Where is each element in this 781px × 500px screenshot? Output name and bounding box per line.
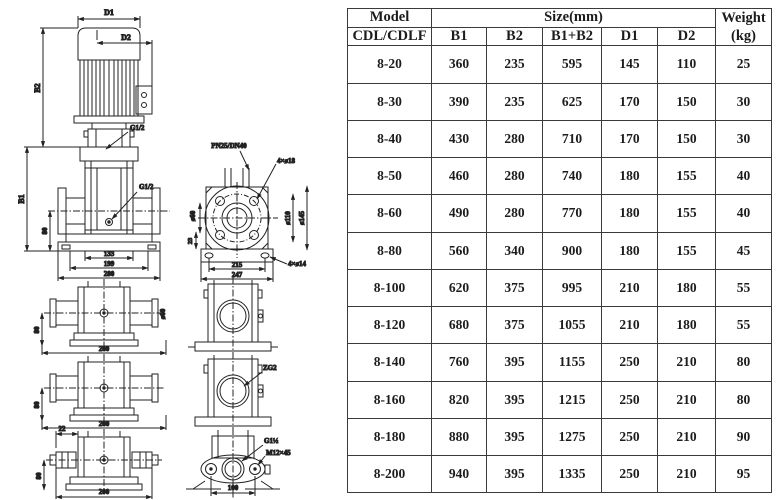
dimension-cell: 95: [716, 456, 772, 493]
table-row: [348, 307, 772, 344]
dimension-cell: 55: [716, 307, 772, 344]
header-size: Size(mm): [432, 9, 716, 28]
dim-80: 80: [41, 227, 49, 235]
dimension-cell: 820: [432, 381, 487, 418]
dimension-cell: 395: [487, 381, 543, 418]
dimension-cell: 210: [658, 456, 716, 493]
dimension-cell: 180: [658, 307, 716, 344]
dim-d1: D1: [104, 8, 114, 17]
dimension-cell: 210: [658, 344, 716, 381]
flange-rating-label: PN25/DN40: [211, 142, 247, 150]
dimension-cell: 110: [658, 46, 716, 83]
dimension-cell: 210: [602, 307, 658, 344]
dimension-cell: 155: [658, 158, 716, 195]
dimension-cell: 880: [432, 418, 487, 455]
model-cell: 8-140: [348, 344, 432, 381]
dimension-cell: 30: [716, 120, 772, 157]
dim-247: 247: [231, 271, 243, 279]
pump-technical-drawing: [0, 0, 345, 500]
dimension-cell: 180: [602, 195, 658, 232]
base-view-flanged: [33, 279, 167, 355]
dimension-table-wrap: [347, 8, 771, 492]
model-cell: 8-160: [348, 381, 432, 418]
dimension-cell: 760: [432, 344, 487, 381]
dim-b2: B2: [33, 83, 42, 93]
dimension-cell: 235: [487, 46, 543, 83]
dimension-cell: 180: [602, 158, 658, 195]
dimension-cell: 395: [487, 418, 543, 455]
dimension-cell: 155: [658, 232, 716, 269]
table-row: [348, 232, 772, 269]
table-row: [348, 158, 772, 195]
table-row: [348, 381, 772, 418]
dimension-cell: 770: [543, 195, 602, 232]
dim-100-f: 100: [227, 484, 239, 492]
header-weight-line2: (kg): [731, 28, 756, 45]
table-row: [348, 344, 772, 381]
dimension-cell: 1155: [543, 344, 602, 381]
dimension-cell: 900: [543, 232, 602, 269]
dim-b1: B1: [17, 194, 26, 204]
model-cell: 8-200: [348, 456, 432, 493]
dimension-cell: 250: [602, 456, 658, 493]
dimension-cell: 710: [543, 120, 602, 157]
dimension-cell: 55: [716, 269, 772, 306]
header-model-series: CDL/CDLF: [348, 27, 432, 46]
dim-260-b: 260: [98, 420, 110, 428]
dimension-cell: 90: [716, 418, 772, 455]
dimension-cell: 40: [716, 195, 772, 232]
dim-80-a: 80: [33, 326, 41, 334]
table-row: [348, 418, 772, 455]
port-g1half-label: G1½: [264, 437, 279, 445]
dimension-cell: 1275: [543, 418, 602, 455]
header-model: Model: [348, 9, 432, 28]
dim-22-c: 22: [58, 425, 66, 433]
dimension-cell: 80: [716, 381, 772, 418]
model-cell: 8-100: [348, 269, 432, 306]
dimension-cell: 210: [658, 418, 716, 455]
header-col-b1b2: B1+B2: [543, 27, 602, 46]
header-col-d2: D2: [658, 27, 716, 46]
dimension-cell: 170: [602, 83, 658, 120]
dimension-cell: 235: [487, 83, 543, 120]
table-row: [348, 120, 772, 157]
dimension-cell: 940: [432, 456, 487, 493]
dim-d60: ø60: [189, 210, 197, 222]
dimension-cell: 30: [716, 83, 772, 120]
bolt-m12-label: M12×45: [266, 449, 291, 457]
dim-d110: ø110: [284, 211, 292, 225]
dimension-cell: 250: [602, 381, 658, 418]
dimension-cell: 250: [602, 344, 658, 381]
port-g12-top: G1/2: [130, 124, 145, 132]
dimension-cell: 490: [432, 195, 487, 232]
header-row-2: [348, 27, 772, 46]
dimension-cell: 145: [602, 46, 658, 83]
dim-200-c: 200: [98, 488, 110, 496]
dimension-cell: 460: [432, 158, 487, 195]
dimension-cell: 390: [432, 83, 487, 120]
dimension-cell: 45: [716, 232, 772, 269]
dim-d145: ø145: [298, 211, 306, 225]
header-weight-line1: Weight: [721, 10, 766, 26]
table-row: [348, 195, 772, 232]
dimension-cell: 375: [487, 307, 543, 344]
dimension-cell: 170: [602, 120, 658, 157]
dim-280: 280: [103, 270, 115, 278]
dimension-cell: 280: [487, 195, 543, 232]
header-row-1: [348, 9, 772, 28]
dim-80-b: 80: [33, 401, 41, 409]
base-holes-label: 4×ø14: [288, 260, 306, 268]
dimension-cell: 155: [658, 195, 716, 232]
model-cell: 8-40: [348, 120, 432, 157]
table-row: [348, 83, 772, 120]
dimension-cell: 180: [602, 232, 658, 269]
header-col-b1: B1: [432, 27, 487, 46]
dimension-cell: 360: [432, 46, 487, 83]
dimension-cell: 395: [487, 344, 543, 381]
dimension-cell: 625: [543, 83, 602, 120]
dim-d60-a: ø60: [159, 308, 167, 320]
side-view-zg2: [195, 352, 277, 431]
base-view-flanged-2: [33, 354, 166, 430]
model-cell: 8-50: [348, 158, 432, 195]
dimension-cell: 150: [658, 120, 716, 157]
header-col-d1: D1: [602, 27, 658, 46]
dimension-cell: 25: [716, 46, 772, 83]
flange-bolt-holes-label: 4×ø18: [277, 157, 295, 165]
port-g12-mid: G1/2: [139, 183, 154, 191]
dimension-cell: 340: [487, 232, 543, 269]
table-row: [348, 456, 772, 493]
dim-80-c: 80: [35, 472, 43, 480]
dimension-cell: 375: [487, 269, 543, 306]
dimension-cell: 395: [487, 456, 543, 493]
dim-23: 23: [187, 237, 194, 245]
dimension-cell: 210: [658, 381, 716, 418]
dimension-cell: 80: [716, 344, 772, 381]
port-zg2-label: ZG2: [263, 364, 277, 372]
dimension-cell: 180: [658, 269, 716, 306]
model-cell: 8-20: [348, 46, 432, 83]
dimension-cell: 740: [543, 158, 602, 195]
dimension-cell: 560: [432, 232, 487, 269]
dimension-cell: 280: [487, 158, 543, 195]
dimension-cell: 1335: [543, 456, 602, 493]
dimension-cell: 210: [602, 269, 658, 306]
table-row: [348, 46, 772, 83]
model-cell: 8-30: [348, 83, 432, 120]
base-view-threaded: [35, 425, 162, 499]
header-weight: [716, 9, 772, 46]
table-body: [348, 46, 772, 493]
dimension-cell: 40: [716, 158, 772, 195]
dimension-cell: 250: [602, 418, 658, 455]
model-cell: 8-80: [348, 232, 432, 269]
dim-d2: D2: [121, 33, 131, 42]
dim-133: 133: [103, 250, 115, 258]
dimension-cell: 995: [543, 269, 602, 306]
dimension-cell: 430: [432, 120, 487, 157]
side-view-oval-flange: [186, 428, 291, 499]
model-cell: 8-120: [348, 307, 432, 344]
dimension-table: [347, 8, 772, 493]
main-front-view: [17, 8, 170, 281]
dim-260-a: 260: [98, 345, 110, 353]
dimension-cell: 280: [487, 120, 543, 157]
dimension-cell: 150: [658, 83, 716, 120]
dimension-cell: 595: [543, 46, 602, 83]
side-view-plain: [188, 277, 278, 356]
dim-199: 199: [103, 260, 115, 268]
dimension-cell: 680: [432, 307, 487, 344]
model-cell: 8-60: [348, 195, 432, 232]
flange-top-view: [187, 142, 307, 282]
dimension-cell: 1215: [543, 381, 602, 418]
table-row: [348, 269, 772, 306]
model-cell: 8-180: [348, 418, 432, 455]
dimension-cell: 1055: [543, 307, 602, 344]
dimension-cell: 620: [432, 269, 487, 306]
header-col-b2: B2: [487, 27, 543, 46]
dim-215: 215: [231, 261, 243, 269]
